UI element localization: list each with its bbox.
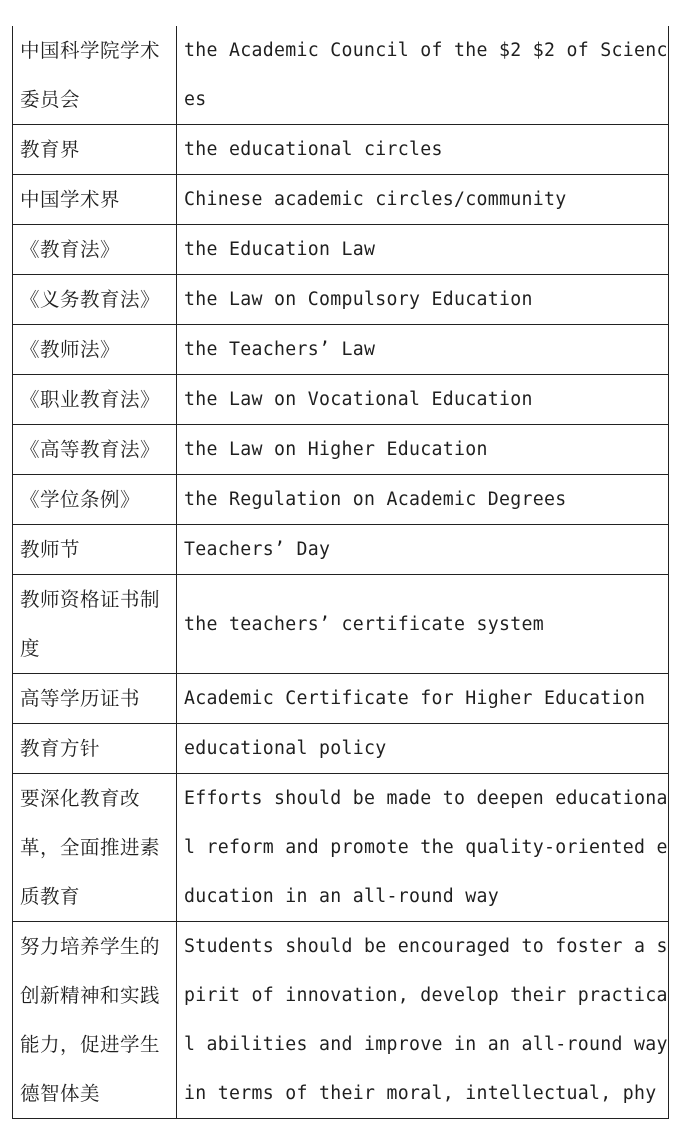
term-english-line: the Law on Compulsory Education [184,289,533,310]
term-chinese-cell: 教师节 [13,525,177,575]
table-row [13,225,669,275]
table-row [13,375,669,425]
term-english-cell [177,325,669,375]
term-chinese-cell: 《教师法》 [13,325,177,375]
term-english-line: Students should be encouraged to foster a s [184,936,668,957]
glossary-table-body [13,26,669,1119]
term-english-line: the teachers’ certificate system [184,613,544,635]
term-english-cell [177,26,669,125]
term-english-line: l reform and promote the quality-oriented e [184,837,668,858]
table-row [13,475,669,525]
table-row [13,175,669,225]
term-chinese-cell: 《职业教育法》 [13,375,177,425]
table-row [13,26,669,125]
table-row [13,525,669,575]
term-chinese-cell: 中国科学院学术委员会 [13,26,177,125]
term-english-cell [177,175,669,225]
term-english-line: Chinese academic circles/community [184,189,567,210]
term-chinese-cell: 高等学历证书 [13,674,177,724]
term-english-cell [177,125,669,175]
table-row [13,575,669,674]
term-english-cell [177,575,669,674]
term-english-line: pirit of innovation, develop their practica [184,985,668,1006]
term-english-line: Teachers’ Day [184,539,331,560]
term-english-line: the educational circles [184,139,443,160]
term-english-cell [177,225,669,275]
table-row [13,325,669,375]
term-chinese-cell: 努力培养学生的创新精神和实践能力，促进学生德智体美 [13,922,177,1119]
term-chinese-cell: 要深化教育改革，全面推进素质教育 [13,774,177,922]
term-chinese-cell: 《学位条例》 [13,475,177,525]
term-english-cell [177,525,669,575]
term-english-line: the Law on Vocational Education [184,389,533,410]
term-english-line: in terms of their moral, intellectual, phy [184,1083,657,1104]
term-english-line: educational policy [184,738,387,759]
term-english-cell [177,275,669,325]
term-chinese-cell: 教育界 [13,125,177,175]
term-chinese-cell: 中国学术界 [13,175,177,225]
term-chinese-cell: 《教育法》 [13,225,177,275]
term-english-line: the Teachers’ Law [184,339,376,360]
table-row [13,425,669,475]
glossary-table [12,26,669,1119]
term-english-cell [177,425,669,475]
table-row [13,724,669,774]
term-english-line: es [184,89,207,110]
term-english-line: Efforts should be made to deepen educationa [184,788,668,809]
term-english-cell [177,375,669,425]
term-english-cell [177,475,669,525]
term-english-cell [177,724,669,774]
term-chinese-cell: 《义务教育法》 [13,275,177,325]
term-english-cell [177,922,669,1119]
term-english-line: the Regulation on Academic Degrees [184,489,567,510]
table-row [13,125,669,175]
term-chinese-cell: 教育方针 [13,724,177,774]
table-row [13,275,669,325]
term-english-line: the Academic Council of the $2 $2 of Scienc [184,40,668,61]
term-english-line: the Education Law [184,239,376,260]
term-english-line: l abilities and improve in an all-round way [184,1034,668,1055]
term-english-line: the Law on Higher Education [184,439,488,460]
term-chinese-cell: 《高等教育法》 [13,425,177,475]
term-english-cell [177,674,669,724]
table-row [13,674,669,724]
table-row [13,922,669,1119]
term-english-line: Academic Certificate for Higher Education [184,688,646,709]
term-english-cell [177,774,669,922]
term-english-line: ducation in an all-round way [184,886,499,907]
term-chinese-cell: 教师资格证书制度 [13,575,177,674]
table-row [13,774,669,922]
